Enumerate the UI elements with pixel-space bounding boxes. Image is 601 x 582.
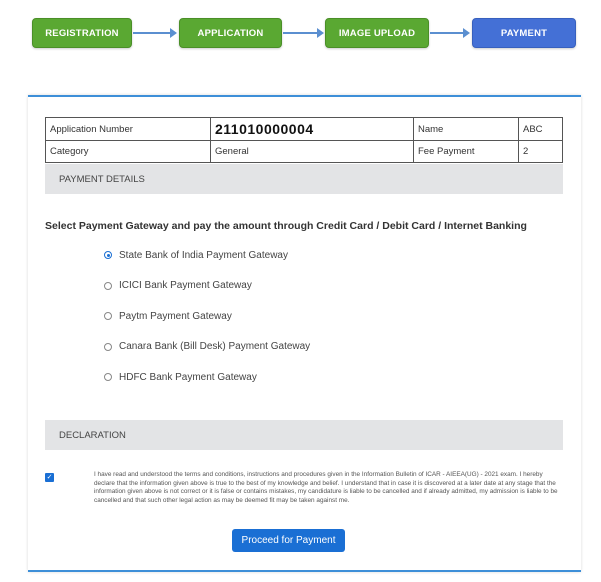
gateway-option-canara[interactable] — [104, 332, 310, 363]
declaration-checkbox[interactable]: ✓ — [46, 474, 53, 481]
app-number-value: 211010000004 — [215, 121, 314, 137]
step-arrow-icon — [133, 32, 171, 34]
step-arrow-icon — [283, 32, 318, 34]
radio-icon[interactable] — [104, 373, 112, 381]
category-value: General — [211, 141, 414, 163]
gateway-option-icici[interactable] — [104, 271, 310, 302]
step-registration: REGISTRATION — [32, 18, 132, 48]
proceed-for-payment-button[interactable]: Proceed for Payment — [232, 529, 345, 552]
table-row — [46, 141, 563, 163]
radio-icon[interactable] — [104, 343, 112, 351]
step-image-upload: IMAGE UPLOAD — [325, 18, 429, 48]
radio-icon[interactable] — [104, 282, 112, 290]
gateway-option-paytm[interactable] — [104, 301, 310, 332]
gateway-option-label: Paytm Payment Gateway — [119, 310, 232, 322]
gateway-option-label: State Bank of India Payment Gateway — [119, 249, 288, 261]
fee-value: 2 — [519, 141, 563, 163]
gateway-option-label: ICICI Bank Payment Gateway — [119, 280, 252, 292]
step-payment: PAYMENT — [472, 18, 576, 48]
radio-icon[interactable] — [104, 312, 112, 320]
gateway-option-hdfc[interactable] — [104, 362, 310, 393]
gateway-radio-group — [104, 240, 310, 393]
fee-label: Fee Payment — [414, 141, 519, 163]
step-application: APPLICATION — [179, 18, 282, 48]
payment-details-header: PAYMENT DETAILS — [45, 164, 563, 194]
progress-stepper — [30, 18, 580, 48]
gateway-option-label: HDFC Bank Payment Gateway — [119, 371, 257, 383]
gateway-title: Select Payment Gateway and pay the amount through Credit Card / Debit Card / Internet Banking — [45, 220, 527, 232]
step-arrow-icon — [430, 32, 464, 34]
table-row — [46, 118, 563, 141]
name-value: ABC — [519, 118, 563, 141]
declaration-header: DECLARATION — [45, 420, 563, 450]
payment-card — [28, 95, 581, 572]
name-label: Name — [414, 118, 519, 141]
gateway-option-label: Canara Bank (Bill Desk) Payment Gateway — [119, 341, 311, 353]
radio-checked-icon[interactable] — [104, 251, 112, 259]
category-label: Category — [46, 141, 211, 163]
app-number-label: Application Number — [46, 118, 211, 141]
applicant-info-table — [45, 117, 563, 163]
declaration-text: I have read and understood the terms and conditions, instructions and procedures given in the Information Bulletin of ICAR - AIEEA(UG) - 2021 exam. I hereby declare that the information given above is true to the best of my knowledge and belief. I understand that in case it is discovered at a later date at any stage that the information given above is not correct or it is false or contains mistakes, my candidature is liable to be cancelled and if already admitted, my admission is liable to be cancelled and that such other legal action as may be deemed fit may be taken against me. — [94, 471, 558, 504]
gateway-option-sbi[interactable] — [104, 240, 310, 271]
